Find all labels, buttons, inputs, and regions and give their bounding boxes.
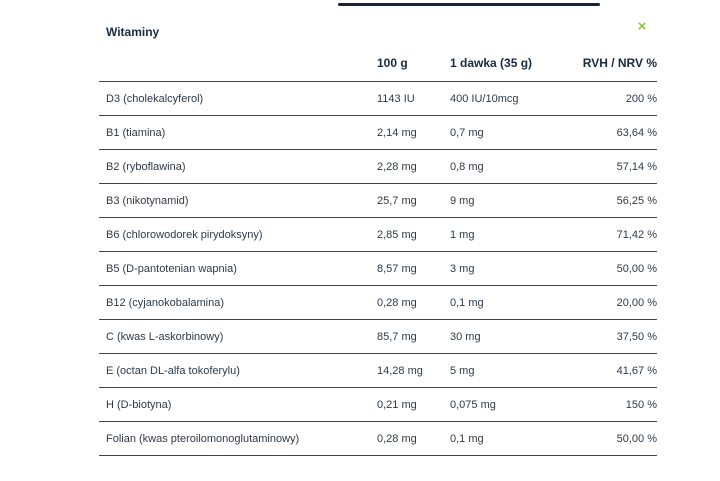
- vitamins-panel: [99, 18, 657, 456]
- vitamins-table: [99, 45, 657, 456]
- cell-nrv-percent: 50,00 %: [570, 422, 657, 456]
- cell-vitamin-name: B2 (ryboflawina): [99, 150, 377, 184]
- cell-per-100g: 2,28 mg: [377, 150, 450, 184]
- table-header-row: [99, 45, 657, 82]
- table-row: [99, 388, 657, 422]
- cell-vitamin-name: B3 (nikotynamid): [99, 184, 377, 218]
- cell-per-100g: 14,28 mg: [377, 354, 450, 388]
- cell-nrv-percent: 71,42 %: [570, 218, 657, 252]
- cell-per-dose: 400 IU/10mcg: [450, 82, 570, 116]
- cell-vitamin-name: H (D-biotyna): [99, 388, 377, 422]
- cell-nrv-percent: 63,64 %: [570, 116, 657, 150]
- cell-per-100g: 25,7 mg: [377, 184, 450, 218]
- panel-header: [99, 18, 657, 42]
- top-bar: [338, 3, 600, 6]
- panel-title: Witaminy: [106, 25, 160, 39]
- cell-vitamin-name: Folian (kwas pteroilomonoglutaminowy): [99, 422, 377, 456]
- table-row: [99, 354, 657, 388]
- table-row: [99, 252, 657, 286]
- cell-per-100g: 0,21 mg: [377, 388, 450, 422]
- cell-nrv-percent: 20,00 %: [570, 286, 657, 320]
- table-row: [99, 286, 657, 320]
- column-header-100g: 100 g: [377, 45, 450, 82]
- table-row: [99, 422, 657, 456]
- cell-per-100g: 0,28 mg: [377, 286, 450, 320]
- column-header-dose: 1 dawka (35 g): [450, 45, 570, 82]
- cell-vitamin-name: B12 (cyjanokobalamina): [99, 286, 377, 320]
- cell-per-100g: 2,85 mg: [377, 218, 450, 252]
- cell-per-dose: 3 mg: [450, 252, 570, 286]
- cell-per-100g: 2,14 mg: [377, 116, 450, 150]
- cell-per-dose: 0,1 mg: [450, 422, 570, 456]
- table-row: [99, 82, 657, 116]
- table-row: [99, 320, 657, 354]
- cell-per-dose: 0,7 mg: [450, 116, 570, 150]
- cell-per-100g: 0,28 mg: [377, 422, 450, 456]
- table-body: [99, 82, 657, 456]
- cell-nrv-percent: 50,00 %: [570, 252, 657, 286]
- close-icon[interactable]: ×: [637, 18, 647, 35]
- column-header-name: [99, 45, 377, 82]
- cell-per-100g: 85,7 mg: [377, 320, 450, 354]
- cell-nrv-percent: 57,14 %: [570, 150, 657, 184]
- cell-vitamin-name: B6 (chlorowodorek pirydoksyny): [99, 218, 377, 252]
- cell-per-dose: 0,8 mg: [450, 150, 570, 184]
- cell-vitamin-name: C (kwas L-askorbinowy): [99, 320, 377, 354]
- cell-nrv-percent: 41,67 %: [570, 354, 657, 388]
- cell-nrv-percent: 200 %: [570, 82, 657, 116]
- cell-per-100g: 1143 IU: [377, 82, 450, 116]
- table-row: [99, 116, 657, 150]
- cell-per-dose: 0,1 mg: [450, 286, 570, 320]
- cell-nrv-percent: 37,50 %: [570, 320, 657, 354]
- cell-vitamin-name: D3 (cholekalcyferol): [99, 82, 377, 116]
- table-row: [99, 150, 657, 184]
- table-row: [99, 218, 657, 252]
- cell-per-dose: 5 mg: [450, 354, 570, 388]
- column-header-nrv: RVH / NRV %: [570, 45, 657, 82]
- table-row: [99, 184, 657, 218]
- cell-vitamin-name: B1 (tiamina): [99, 116, 377, 150]
- cell-nrv-percent: 150 %: [570, 388, 657, 422]
- cell-nrv-percent: 56,25 %: [570, 184, 657, 218]
- cell-per-dose: 0,075 mg: [450, 388, 570, 422]
- cell-per-dose: 9 mg: [450, 184, 570, 218]
- cell-vitamin-name: B5 (D-pantotenian wapnia): [99, 252, 377, 286]
- cell-per-100g: 8,57 mg: [377, 252, 450, 286]
- cell-vitamin-name: E (octan DL-alfa tokoferylu): [99, 354, 377, 388]
- cell-per-dose: 30 mg: [450, 320, 570, 354]
- cell-per-dose: 1 mg: [450, 218, 570, 252]
